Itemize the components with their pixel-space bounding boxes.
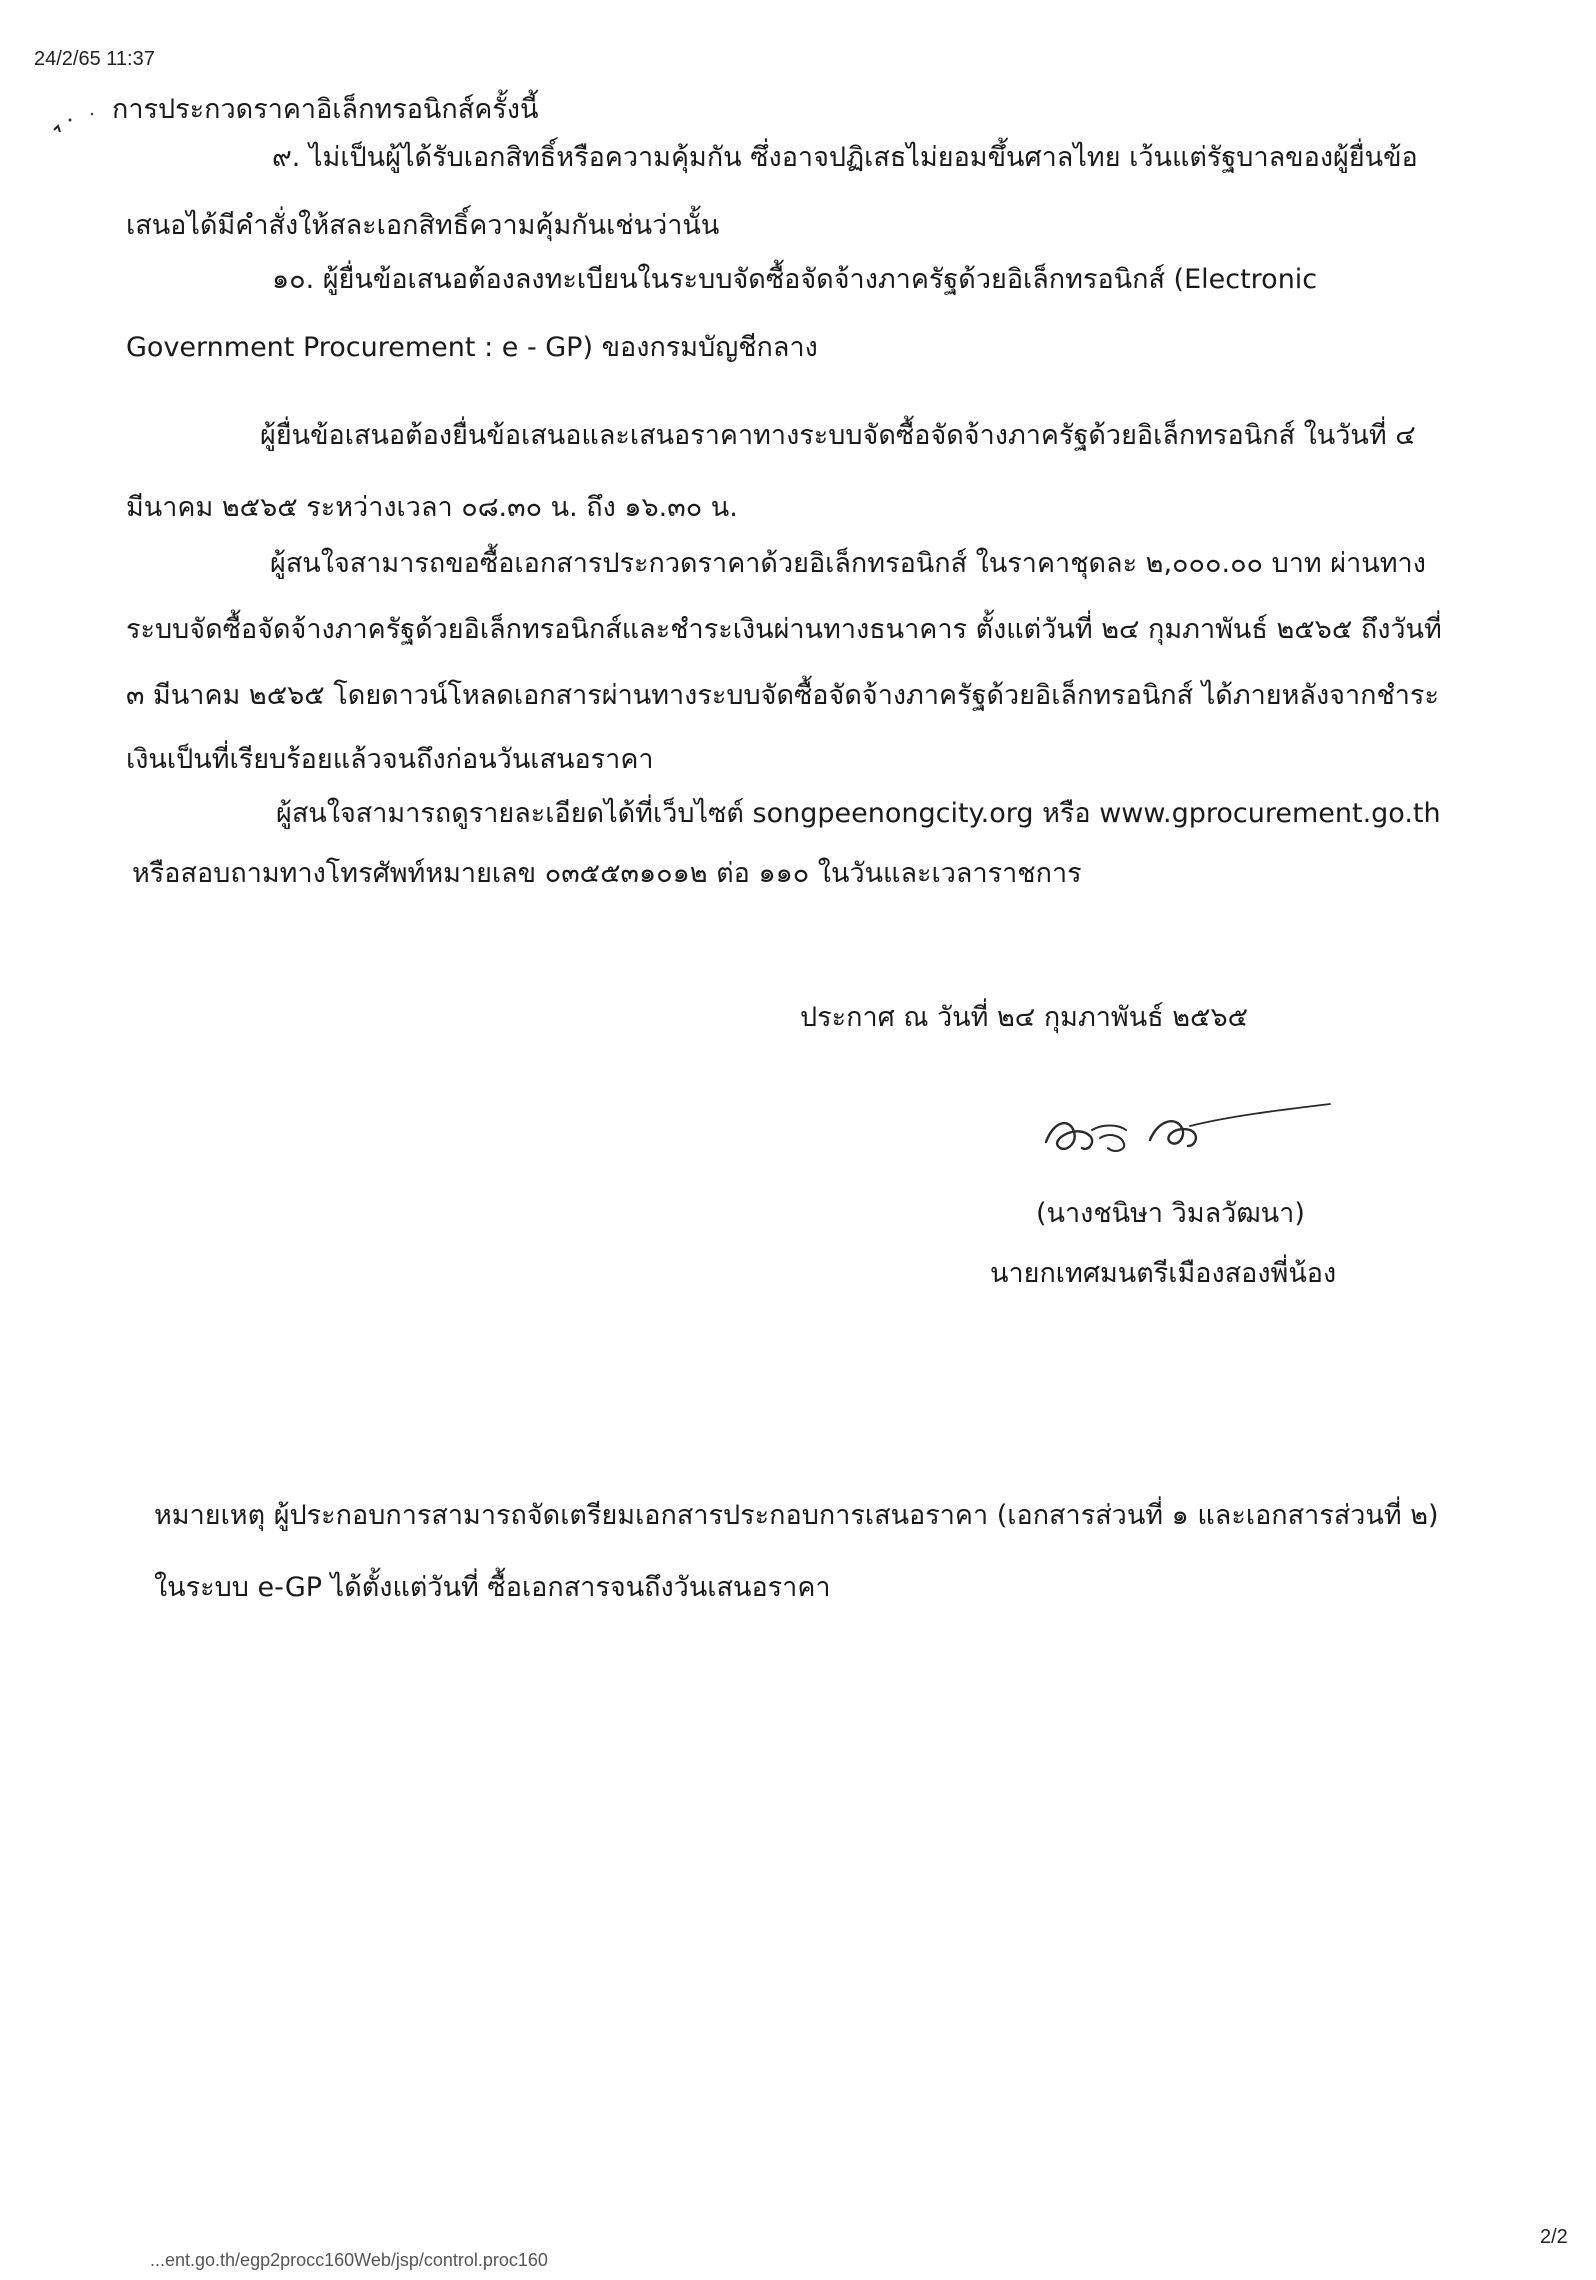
- purchase-line-1: ผู้สนใจสามารถขอซื้อเอกสารประกวดราคาด้วยอิเล็กทรอนิกส์ ในราคาชุดละ ๒,๐๐๐.๐๐ บาท ผ่านทาง: [270, 548, 1426, 579]
- signer-title: นายกเทศมนตรีเมืองสองพี่น้อง: [990, 1258, 1337, 1289]
- continuation-line: การประกวดราคาอิเล็กทรอนิกส์ครั้งนี้: [112, 94, 539, 125]
- note-line-2: ในระบบ e-GP ได้ตั้งแต่วันที่ ซื้อเอกสารจนถึงวันเสนอราคา: [154, 1572, 831, 1603]
- footer-url: ...ent.go.th/egp2procc160Web/jsp/control.proc160: [150, 2250, 548, 2270]
- purchase-line-2: ระบบจัดซื้อจัดจ้างภาครัฐด้วยอิเล็กทรอนิกส์และชำระเงินผ่านทางธนาคาร ตั้งแต่วันที่ ๒๔ กุมภาพันธ์ ๒๕๖๕ ถึงวันที่: [126, 614, 1442, 645]
- scan-artifact-marks: [48, 100, 108, 140]
- note-line-1: หมายเหตุ ผู้ประกอบการสามารถจัดเตรียมเอกสารประกอบการเสนอราคา (เอกสารส่วนที่ ๑ และเอกสารส่วนที่ ๒): [154, 1500, 1439, 1531]
- print-timestamp: 24/2/65 11:37: [34, 48, 155, 70]
- signer-name: (นางชนิษา วิมลวัฒนา): [1036, 1198, 1305, 1229]
- purchase-line-3: ๓ มีนาคม ๒๕๖๕ โดยดาวน์โหลดเอกสารผ่านทางระบบจัดซื้อจัดจ้างภาครัฐด้วยอิเล็กทรอนิกส์ ได้ภายหลังจากชำระ: [126, 680, 1439, 711]
- clause-10-line-2: Government Procurement : e - GP) ของกรมบัญชีกลาง: [126, 332, 818, 363]
- clause-10-line-1: ๑๐. ผู้ยื่นข้อเสนอต้องลงทะเบียนในระบบจัดซื้อจัดจ้างภาครัฐด้วยอิเล็กทรอนิกส์ (Electronic: [272, 264, 1318, 295]
- submission-line-2: มีนาคม ๒๕๖๕ ระหว่างเวลา ๐๘.๓๐ น. ถึง ๑๖.๓๐ น.: [126, 492, 738, 523]
- submission-line-1: ผู้ยื่นข้อเสนอต้องยื่นข้อเสนอและเสนอราคาทางระบบจัดซื้อจัดจ้างภาครัฐด้วยอิเล็กทรอนิกส์ ในวันที่ ๔: [260, 420, 1416, 451]
- contact-line-1: ผู้สนใจสามารถดูรายละเอียดได้ที่เว็บไซต์ songpeenongcity.org หรือ www.gprocurement.go.th: [276, 798, 1441, 829]
- page-number: 2/2: [1540, 2226, 1568, 2248]
- clause-9-line-1: ๙. ไม่เป็นผู้ได้รับเอกสิทธิ์หรือความคุ้มกัน ซึ่งอาจปฏิเสธไม่ยอมขึ้นศาลไทย เว้นแต่รัฐบาลของผู้ยื่นข้อ: [272, 142, 1418, 173]
- signature-image: [1030, 1080, 1350, 1180]
- clause-9-line-2: เสนอได้มีคำสั่งให้สละเอกสิทธิ์ความคุ้มกันเช่นว่านั้น: [126, 210, 720, 241]
- announcement-date: ประกาศ ณ วันที่ ๒๔ กุมภาพันธ์ ๒๕๖๕: [800, 1002, 1249, 1033]
- contact-line-2: หรือสอบถามทางโทรศัพท์หมายเลข ๐๓๕๕๓๑๐๑๒ ต่อ ๑๑๐ ในวันและเวลาราชการ: [132, 858, 1082, 889]
- purchase-line-4: เงินเป็นที่เรียบร้อยแล้วจนถึงก่อนวันเสนอราคา: [126, 744, 654, 775]
